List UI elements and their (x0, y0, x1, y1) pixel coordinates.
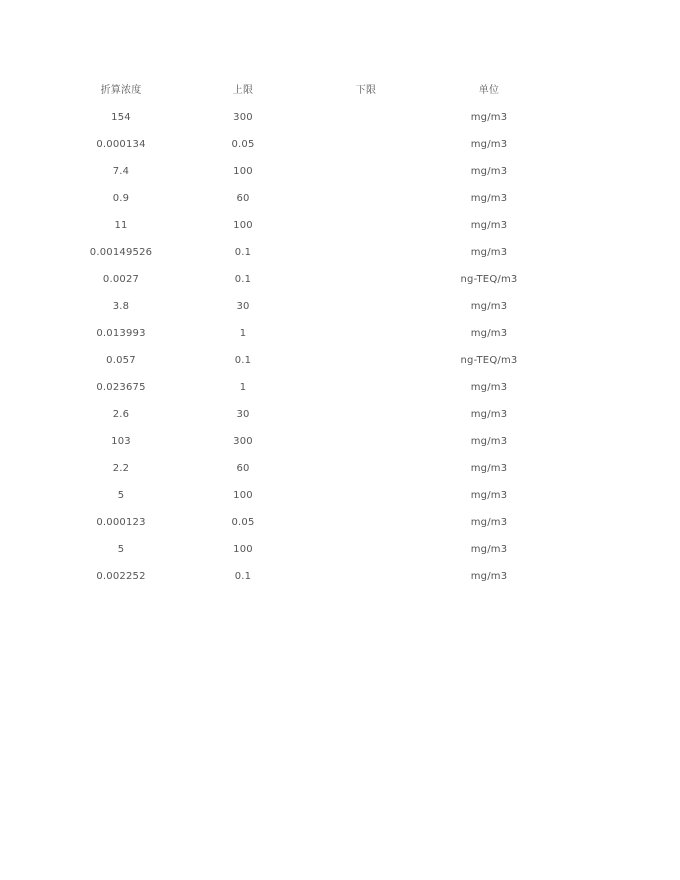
cell-converted-concentration: 11 (114, 220, 128, 231)
table-body (60, 109, 550, 595)
cell-lower-limit (304, 352, 428, 379)
table-row (60, 568, 550, 595)
cell-converted-concentration: 2.6 (112, 409, 130, 420)
cell-lower-limit (304, 325, 428, 352)
cell-unit: mg/m3 (470, 382, 508, 393)
cell-lower-limit (304, 217, 428, 244)
cell-unit: mg/m3 (470, 139, 508, 150)
table-row (60, 136, 550, 163)
cell-upper-limit: 1 (239, 328, 247, 339)
table-row (60, 514, 550, 541)
cell-converted-concentration: 3.8 (112, 301, 130, 312)
cell-converted-concentration: 7.4 (112, 166, 130, 177)
cell-converted-concentration: 154 (111, 112, 131, 123)
header-unit: 单位 (478, 85, 500, 96)
cell-unit: mg/m3 (470, 409, 508, 420)
cell-converted-concentration: 0.0027 (102, 274, 140, 285)
cell-lower-limit (304, 487, 428, 514)
table-header-row (60, 82, 550, 109)
cell-unit: mg/m3 (470, 571, 508, 582)
cell-unit: mg/m3 (470, 328, 508, 339)
table-row (60, 487, 550, 514)
cell-unit: mg/m3 (470, 436, 508, 447)
cell-converted-concentration: 0.000123 (96, 517, 146, 528)
table-row (60, 271, 550, 298)
cell-lower-limit (304, 379, 428, 406)
cell-lower-limit (304, 406, 428, 433)
cell-lower-limit (304, 109, 428, 136)
cell-upper-limit: 0.1 (234, 274, 252, 285)
cell-unit: mg/m3 (470, 247, 508, 258)
table-row (60, 433, 550, 460)
table-row (60, 163, 550, 190)
cell-lower-limit (304, 244, 428, 271)
header-upper-limit: 上限 (232, 85, 254, 96)
table-row (60, 406, 550, 433)
cell-upper-limit: 0.1 (234, 355, 252, 366)
cell-unit: mg/m3 (470, 193, 508, 204)
cell-converted-concentration: 0.013993 (96, 328, 146, 339)
cell-upper-limit: 0.1 (234, 571, 252, 582)
cell-unit: mg/m3 (470, 463, 508, 474)
table-row (60, 244, 550, 271)
cell-upper-limit: 100 (233, 490, 253, 501)
cell-lower-limit (304, 433, 428, 460)
cell-converted-concentration: 0.057 (106, 355, 136, 366)
cell-upper-limit: 30 (236, 409, 250, 420)
table-row (60, 352, 550, 379)
table-row (60, 379, 550, 406)
cell-converted-concentration: 0.002252 (96, 571, 146, 582)
cell-converted-concentration: 2.2 (112, 463, 130, 474)
table-row (60, 460, 550, 487)
table-row (60, 190, 550, 217)
cell-upper-limit: 100 (233, 544, 253, 555)
table-row (60, 541, 550, 568)
cell-upper-limit: 1 (239, 382, 247, 393)
cell-upper-limit: 300 (233, 436, 253, 447)
table-row (60, 298, 550, 325)
cell-converted-concentration: 103 (111, 436, 131, 447)
cell-lower-limit (304, 541, 428, 568)
cell-converted-concentration: 0.000134 (96, 139, 146, 150)
cell-converted-concentration: 0.9 (112, 193, 130, 204)
table-row (60, 109, 550, 136)
cell-unit: ng-TEQ/m3 (460, 274, 518, 285)
cell-upper-limit: 30 (236, 301, 250, 312)
data-table (60, 82, 550, 595)
cell-lower-limit (304, 190, 428, 217)
header-lower-limit: 下限 (355, 85, 377, 96)
cell-lower-limit (304, 163, 428, 190)
cell-lower-limit (304, 514, 428, 541)
cell-unit: mg/m3 (470, 544, 508, 555)
table-row (60, 325, 550, 352)
cell-unit: ng-TEQ/m3 (460, 355, 518, 366)
cell-unit: mg/m3 (470, 220, 508, 231)
cell-lower-limit (304, 460, 428, 487)
header-converted-concentration: 折算浓度 (100, 85, 142, 96)
cell-converted-concentration: 5 (117, 490, 125, 501)
cell-upper-limit: 0.05 (231, 517, 255, 528)
cell-unit: mg/m3 (470, 112, 508, 123)
cell-upper-limit: 60 (236, 463, 250, 474)
cell-converted-concentration: 0.00149526 (89, 247, 153, 258)
cell-unit: mg/m3 (470, 166, 508, 177)
cell-unit: mg/m3 (470, 517, 508, 528)
cell-lower-limit (304, 298, 428, 325)
table-row (60, 217, 550, 244)
cell-lower-limit (304, 271, 428, 298)
cell-lower-limit (304, 568, 428, 595)
cell-converted-concentration: 0.023675 (96, 382, 146, 393)
cell-unit: mg/m3 (470, 490, 508, 501)
cell-upper-limit: 100 (233, 166, 253, 177)
cell-unit: mg/m3 (470, 301, 508, 312)
cell-converted-concentration: 5 (117, 544, 125, 555)
cell-lower-limit (304, 136, 428, 163)
cell-upper-limit: 300 (233, 112, 253, 123)
cell-upper-limit: 100 (233, 220, 253, 231)
cell-upper-limit: 0.1 (234, 247, 252, 258)
cell-upper-limit: 60 (236, 193, 250, 204)
cell-upper-limit: 0.05 (231, 139, 255, 150)
